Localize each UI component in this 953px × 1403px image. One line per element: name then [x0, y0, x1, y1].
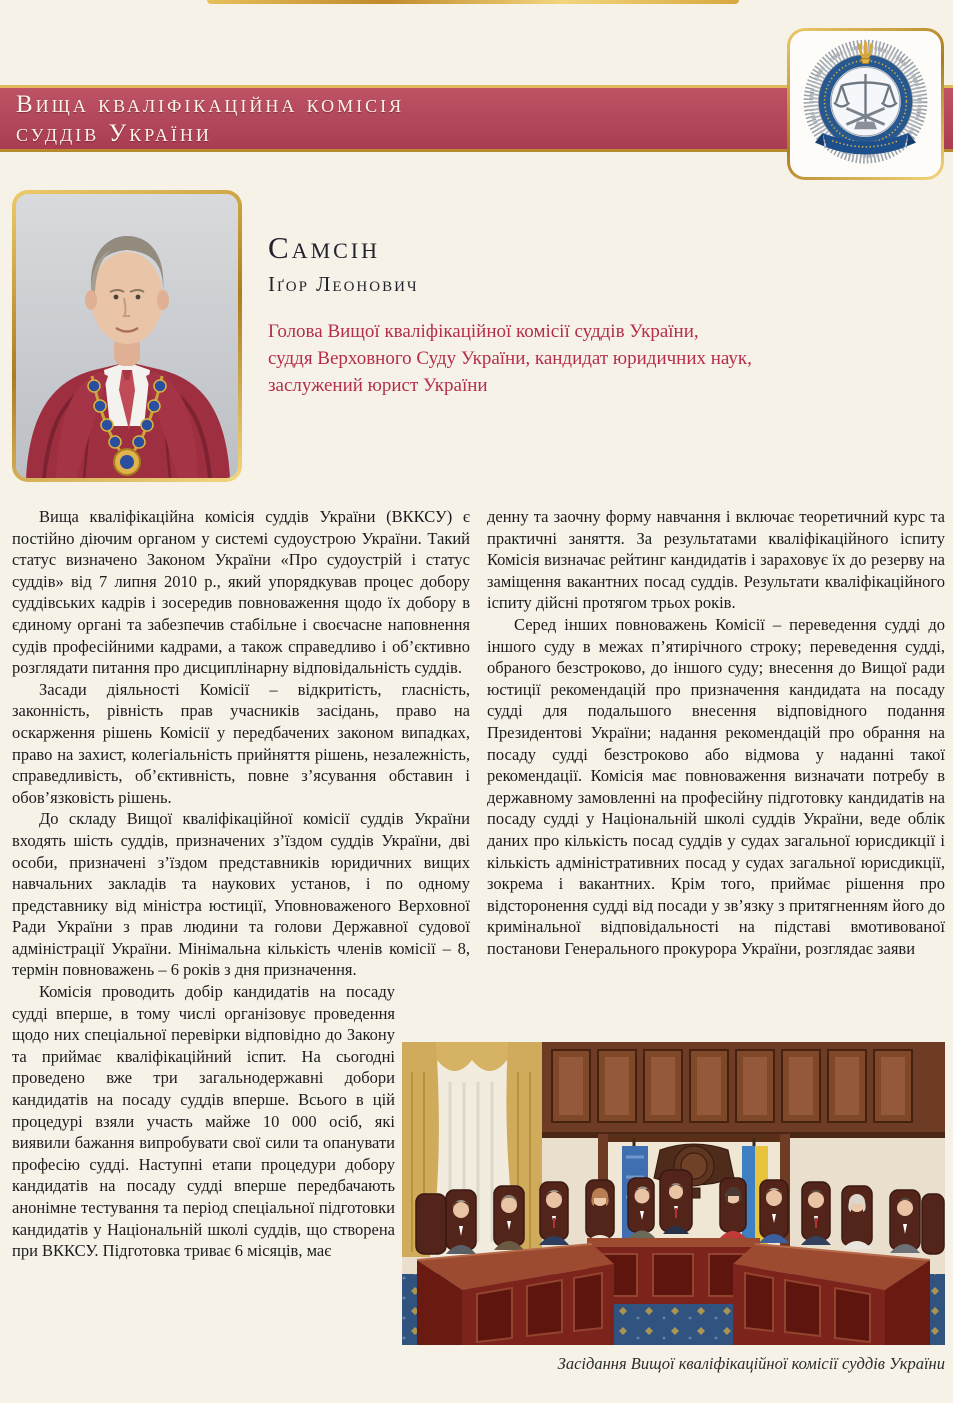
right-column [487, 506, 945, 959]
emblem-card [787, 28, 944, 180]
body-paragraph: денну та заочну форму навчання і включає теоретичний курс та практичні заняття. За результатами кваліфікаційного іспиту Комісія визначає рейтинг кандидатів і зараховує їх до резерву на заміщення вакантних посад суддів. Результати кваліфікаційного іспиту дійсні протягом трьох років. [487, 507, 945, 613]
profile-first-patronymic: Іґор Леонович [268, 272, 419, 296]
profile-last-name: Самсін [268, 230, 381, 265]
body-paragraph: Комісія проводить добір кандидатів на посаду судді вперше, в тому числі організовує проведення щодо них спеціальної перевірки відповідно до Закону та приймає кваліфікаційний іспит. На сьогодні проведено вже три загальнодержавні добори кандидатів на посаду суддів вперше. Всього в цій процедурі взяли участь майже 10 000 осіб, які виявили бажання випробувати свої сили та опанувати професію судді. Наступні етапи процедури добору кандидатів на посаду судді вперше передбачають анонімне тестування та період спеціальної підготовки кандидатів у Національній школі суддів, що створена при ВККСУ. Підготовка триває 6 місяців, має [12, 982, 395, 1261]
emblem-card-inner [790, 31, 941, 177]
commission-session-photo [402, 1042, 945, 1345]
profile-subtitle-line: суддя Верховного Суду України, кандидат юридичних наук, [268, 348, 752, 369]
top-gold-divider [207, 0, 739, 4]
left-column-narrow-section [12, 981, 395, 1262]
body-paragraph: Засади діяльності Комісії – відкритість, гласність, законність, рівність прав учасників засідань, право на оскарження рішень Комісії у передбачених законом випадках, право на захист, колегіальність прийняття рішень, незалежність, справедливість, об’єктивність, повне з’ясування обставин і обов’язковість рішень. [12, 679, 470, 807]
scales-of-justice-seal-icon [794, 34, 937, 174]
body-paragraph: Серед інших повноважень Комісії – переведення судді до іншого суду в межах п’ятирічного строку; переведення судді, обраного безстроково, до іншого суду; внесення до Вищої ради юстиції рекомендацій про призначення кандидата на посаду судді для подальшого внесення відповідного подання Президентові України; надання рекомендацій про обрання на посаду судді безстроково або відмова у наданні такої рекомендації. Комісія має повноваження визначати потребу в державному замовленні на професійну підготовку кандидатів на посаду судді у Національній школі суддів України, веде облік даних про кількість посад суддів у судах загальної юрисдикції і кількість адміністративних посад у судах загальної юрисдикції, зокрема і вакантних. Крім того, приймає рішення про відсторонення судді від посади у зв’язку з притягненням його до кримінальної відповідальності на підставі вмотивованої постанови Генерального прокурора України, розглядає заяви [487, 614, 945, 958]
profile-subtitle-line: заслужений юрист України [268, 375, 488, 396]
body-paragraph: Вища кваліфікаційна комісія суддів України (ВККСУ) є постійно діючим органом у системі судоустрою України. Такий статус визначено Законом України «Про судоустрій і статус суддів» від 7 липня 2010 р., який упорядкував процес добору суддівських кадрів і зосередив повноваження щодо їх добору в єдиному органі та забезпечив стабільне і своєчасне наповнення судів професійними кадрами, а також справедливо і об’єктивно розглядати питання про дисциплінарну відповідальність суддів. [12, 507, 470, 678]
profile-block [268, 230, 888, 399]
page-title-line-1: Вища кваліфікаційна комісія [16, 90, 405, 118]
body-paragraph: До складу Вищої кваліфікаційної комісії суддів України входять шість суддів, призначених з’їздом суддів України, дві особи, призначені з’їздом представників юридичних вищих навчальних закладів та наукових установ, і по одному представнику від міністра юстиції, Уповноваженого Верховної Ради України з прав людини та голови Державної судової адміністрації України. Мінімальна кількість членів комісії – 8, термін повноважень – 6 років з дня призначення. [12, 809, 470, 980]
photo-caption: Засідання Вищої кваліфікаційної комісії суддів України [557, 1354, 945, 1373]
profile-subtitle [268, 318, 888, 399]
judge-portrait-photo [16, 194, 238, 478]
page-title-line-2: суддів України [16, 119, 212, 147]
portrait-frame [12, 190, 242, 482]
profile-subtitle-line: Голова Вищої кваліфікаційної комісії суддів України, [268, 321, 699, 342]
